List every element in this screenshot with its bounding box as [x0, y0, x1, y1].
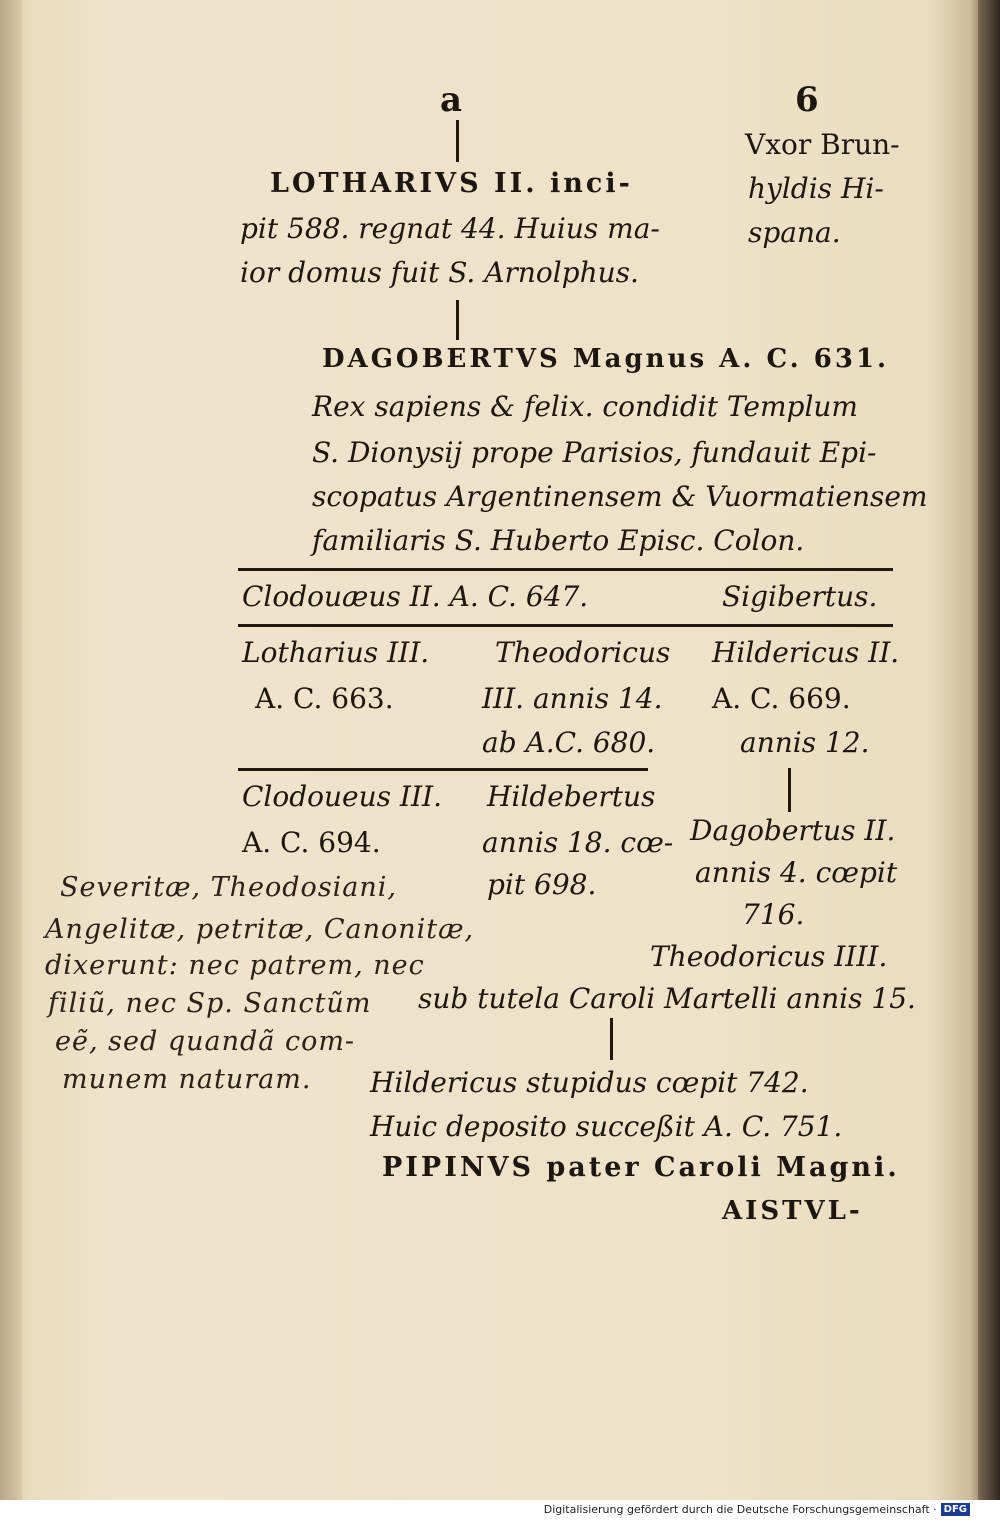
- hildericus-line-2: Huic deposito succeßit A. C. 751.: [370, 1110, 843, 1143]
- dagobertus-ii-line-2: annis 4. cœpit: [695, 856, 898, 889]
- brace-line: [238, 568, 893, 571]
- lotharius-line-1: LOTHARIVS II. inci-: [270, 168, 633, 199]
- dagobertus-ii-line-1: Dagobertus II.: [690, 814, 896, 847]
- clodoueus-iii-line-2: A. C. 694.: [242, 826, 381, 859]
- sigibertus: Sigibertus.: [722, 580, 878, 613]
- dagobertus-line-3: S. Dionysij prope Parisios, fundauit Epi-: [312, 436, 877, 469]
- uxor-line-3: spana.: [748, 216, 841, 249]
- handwritten-note-line-4: filiũ, nec Sp. Sanctũm: [48, 988, 372, 1019]
- page-gutter: [0, 0, 22, 1500]
- clodoueus-iii-line-1: Clodoueus III.: [242, 780, 443, 813]
- lotharius-line-3: ior domus fuit S. Arnolphus.: [240, 256, 639, 289]
- book-edge: [978, 0, 1000, 1500]
- hildericus-ii-line-3: annis 12.: [740, 726, 870, 759]
- signature-mark-left: a: [440, 80, 463, 120]
- handwritten-note-line-3: dixerunt: nec patrem, nec: [45, 950, 425, 981]
- digitization-credit: [544, 1503, 970, 1516]
- theodoricus-iiii-line-1: Theodoricus IIII.: [650, 940, 888, 973]
- brace-line: [238, 624, 893, 627]
- connector-line: [610, 1018, 613, 1060]
- handwritten-note-line-2: Angelitæ, petritæ, Canonitæ,: [45, 914, 475, 945]
- connector-line: [456, 120, 459, 162]
- lotharius-line-2: pit 588. regnat 44. Huius ma-: [240, 212, 660, 245]
- theodoricus-iii-line-1: Theodoricus: [495, 636, 671, 669]
- dagobertus-line-4: scopatus Argentinensem & Vuormatiensem: [312, 480, 928, 513]
- connector-line: [788, 768, 791, 812]
- handwritten-note-line-5: eẽ, sed quandã com-: [55, 1026, 356, 1057]
- brace-line: [238, 768, 648, 771]
- hildebertus-line-3: pit 698.: [487, 868, 597, 901]
- lotharius-iii-line-2: A. C. 663.: [255, 682, 394, 715]
- uxor-line-1: Vxor Brun-: [745, 128, 900, 161]
- theodoricus-iii-line-2: III. annis 14.: [482, 682, 663, 715]
- pipinus-line: PIPINVS pater Caroli Magni.: [382, 1152, 900, 1183]
- hildericus-line-1: Hildericus stupidus cœpit 742.: [370, 1066, 809, 1099]
- dagobertus-line-5: familiaris S. Huberto Episc. Colon.: [312, 524, 805, 557]
- uxor-line-2: hyldis Hi-: [748, 172, 884, 205]
- dagobertus-ii-line-3: 716.: [742, 898, 805, 931]
- dfg-logo: DFG: [941, 1503, 970, 1516]
- theodoricus-iii-line-3: ab A.C. 680.: [482, 726, 656, 759]
- handwritten-note-line-1: Severitæ, Theodosiani,: [60, 872, 398, 903]
- hildericus-ii-line-2: A. C. 669.: [712, 682, 851, 715]
- credit-text: Digitalisierung gefördert durch die Deutsche Forschungsgemeinschaft ·: [543, 1503, 937, 1516]
- dagobertus-line-1: DAGOBERTVS Magnus A. C. 631.: [322, 344, 890, 374]
- theodoricus-iiii-line-2: sub tutela Caroli Martelli annis 15.: [418, 982, 916, 1015]
- catchword: AISTVL-: [722, 1196, 863, 1226]
- hildericus-ii-line-1: Hildericus II.: [712, 636, 900, 669]
- handwritten-note-line-6: munem naturam.: [62, 1064, 312, 1095]
- hildebertus-line-2: annis 18. cœ-: [482, 826, 674, 859]
- clodoueus-ii: Clodouæus II. A. C. 647.: [242, 580, 589, 613]
- connector-line: [456, 300, 459, 340]
- lotharius-iii-line-1: Lotharius III.: [242, 636, 430, 669]
- hildebertus-line-1: Hildebertus: [487, 780, 656, 813]
- dagobertus-line-2: Rex sapiens & felix. condidit Templum: [312, 390, 858, 423]
- signature-mark-right: 6: [795, 80, 819, 120]
